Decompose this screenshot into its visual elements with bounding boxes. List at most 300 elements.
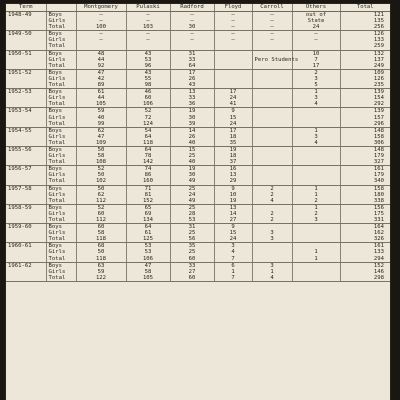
carroll-cell: [252, 224, 292, 231]
total-cell: 161: [373, 243, 384, 250]
pulaski-cell: 160: [126, 178, 170, 185]
pulaski-cell: 43: [126, 69, 170, 76]
table-row: [6, 217, 390, 224]
carroll-cell: 2: [252, 185, 292, 192]
sex-label: Total: [46, 101, 76, 108]
total-cell: 326: [340, 236, 390, 243]
montgomery-cell: 58: [76, 153, 126, 159]
carroll-cell: 2: [252, 192, 292, 198]
floyd-cell: —: [214, 12, 252, 19]
sex-label: Boys: [46, 224, 76, 231]
total-cell: 158: [373, 185, 384, 192]
floyd-cell: 13: [214, 172, 252, 178]
header-carroll: Carroll: [252, 4, 292, 12]
enrollment-table: [6, 4, 390, 282]
floyd-cell: —: [214, 31, 252, 38]
others-cell: 1: [292, 249, 340, 255]
term-cell: 1959-60: [6, 224, 46, 231]
montgomery-cell: 68: [76, 243, 126, 250]
total-cell: 327: [340, 159, 390, 166]
total-cell: 164: [373, 224, 384, 231]
table-row: [6, 243, 390, 250]
header-row: [6, 4, 390, 12]
others-cell: [292, 224, 340, 231]
pulaski-cell: —: [126, 37, 170, 43]
others-cell: —: [292, 37, 340, 43]
montgomery-cell: 92: [76, 63, 126, 70]
term-cell: 1960-61: [6, 243, 46, 250]
pulaski-cell: 98: [126, 82, 170, 89]
carroll-cell: [252, 146, 292, 153]
others-cell: [292, 262, 340, 269]
total-cell: 298: [340, 275, 390, 282]
carroll-cell: [252, 178, 292, 185]
others-cell: 2: [292, 69, 340, 76]
others-cell: 24: [292, 24, 340, 31]
table-row: [6, 166, 390, 173]
others-cell: 2: [292, 211, 340, 217]
montgomery-cell: 50: [76, 172, 126, 178]
pulaski-cell: 65: [126, 204, 170, 211]
sex-label: Boys: [46, 166, 76, 173]
sex-label: Girls: [46, 230, 76, 236]
floyd-cell: 24: [214, 121, 252, 128]
carroll-cell: [252, 69, 292, 76]
radford-cell: 25: [170, 230, 214, 236]
floyd-cell: 18: [214, 134, 252, 140]
radford-cell: 49: [170, 178, 214, 185]
floyd-cell: 10: [214, 192, 252, 198]
others-cell: [292, 146, 340, 153]
floyd-cell: 15: [214, 230, 252, 236]
pulaski-cell: 105: [126, 275, 170, 282]
radford-cell: 26: [170, 134, 214, 140]
pulaski-cell: 74: [126, 166, 170, 173]
table-row: [6, 159, 390, 166]
floyd-cell: 14: [214, 211, 252, 217]
table-row: [6, 50, 390, 57]
table-row: [6, 101, 390, 108]
header-sex: [46, 4, 76, 12]
sex-label: Total: [46, 217, 76, 224]
pulaski-cell: —: [126, 12, 170, 19]
radford-cell: 19: [170, 108, 214, 115]
sex-label: Boys: [46, 89, 76, 96]
pulaski-cell: 118: [126, 140, 170, 147]
others-cell: 1: [292, 192, 340, 198]
table-row: [6, 262, 390, 269]
table-row: [6, 178, 390, 185]
montgomery-cell: 60: [76, 224, 126, 231]
pulaski-cell: 106: [126, 101, 170, 108]
total-cell: 180: [373, 191, 384, 198]
floyd-cell: [214, 69, 252, 76]
total-cell: 249: [340, 63, 390, 70]
montgomery-cell: 44: [76, 57, 126, 63]
floyd-cell: [214, 43, 252, 50]
pulaski-cell: 106: [126, 256, 170, 263]
floyd-cell: 18: [214, 153, 252, 159]
total-cell: 146: [373, 268, 384, 275]
radford-cell: 25: [170, 204, 214, 211]
floyd-cell: 6: [214, 262, 252, 269]
radford-cell: 64: [170, 63, 214, 70]
floyd-cell: [214, 63, 252, 70]
carroll-cell: [252, 121, 292, 128]
sex-label: Total: [46, 82, 76, 89]
sex-label: Girls: [46, 95, 76, 101]
montgomery-cell: 59: [76, 108, 126, 115]
pulaski-cell: 142: [126, 159, 170, 166]
carroll-cell: [252, 101, 292, 108]
others-cell: [292, 178, 340, 185]
sex-label: Total: [46, 159, 76, 166]
sex-label: Girls: [46, 153, 76, 159]
total-cell: 331: [340, 217, 390, 224]
radford-cell: 53: [170, 217, 214, 224]
total-cell: 126: [373, 31, 384, 38]
sex-label: Total: [46, 236, 76, 243]
header-montgomery: Montgomery: [76, 4, 126, 12]
montgomery-cell: 59: [76, 269, 126, 275]
term-cell: 1953-54: [6, 108, 46, 115]
total-cell: 162: [373, 230, 384, 237]
radford-cell: 40: [170, 159, 214, 166]
term-cell: 1954-55: [6, 127, 46, 134]
montgomery-cell: 105: [76, 101, 126, 108]
pulaski-cell: 81: [126, 192, 170, 198]
pulaski-cell: 103: [126, 24, 170, 31]
montgomery-cell: 44: [76, 95, 126, 101]
pulaski-cell: 54: [126, 127, 170, 134]
header-floyd: Floyd: [214, 4, 252, 12]
radford-cell: 60: [170, 275, 214, 282]
sex-label: Girls: [46, 18, 76, 24]
others-cell: 1: [292, 185, 340, 192]
radford-cell: 13: [170, 89, 214, 96]
sex-label: Girls: [46, 37, 76, 43]
others-cell: [292, 159, 340, 166]
carroll-cell: [252, 166, 292, 173]
table-row: [6, 63, 390, 70]
carroll-cell: 3: [252, 236, 292, 243]
others-cell: State: [292, 18, 340, 24]
table-row: [6, 140, 390, 147]
carroll-cell: [252, 204, 292, 211]
montgomery-cell: 52: [76, 204, 126, 211]
table-row: [6, 204, 390, 211]
montgomery-cell: 50: [76, 146, 126, 153]
table-row: [6, 236, 390, 243]
others-cell: 3: [292, 76, 340, 82]
others-cell: 4: [292, 140, 340, 147]
montgomery-cell: —: [76, 37, 126, 43]
montgomery-cell: 62: [76, 192, 126, 198]
pulaski-cell: 52: [126, 108, 170, 115]
others-cell: [292, 108, 340, 115]
table-row: [6, 69, 390, 76]
floyd-cell: 27: [214, 217, 252, 224]
carroll-cell: [252, 108, 292, 115]
radford-cell: 27: [170, 269, 214, 275]
table-body: [6, 12, 390, 282]
radford-cell: 30: [170, 172, 214, 178]
floyd-cell: 29: [214, 178, 252, 185]
sex-label: Boys: [46, 243, 76, 250]
term-cell: [6, 217, 46, 224]
montgomery-cell: 42: [76, 76, 126, 82]
montgomery-cell: 112: [76, 198, 126, 205]
montgomery-cell: 61: [76, 89, 126, 96]
sex-label: Total: [46, 121, 76, 128]
carroll-cell: [252, 43, 292, 50]
total-cell: 148: [373, 146, 384, 153]
montgomery-cell: 112: [76, 217, 126, 224]
header-term: Term: [6, 4, 46, 12]
pulaski-cell: 53: [126, 243, 170, 250]
radford-cell: 40: [170, 140, 214, 147]
carroll-cell: [252, 159, 292, 166]
total-cell: 259: [340, 43, 390, 50]
term-cell: 1948-49: [6, 12, 46, 19]
term-cell: 1957-58: [6, 185, 46, 192]
others-cell: [292, 236, 340, 243]
term-cell: [6, 63, 46, 70]
floyd-cell: 15: [214, 115, 252, 121]
radford-cell: 30: [170, 24, 214, 31]
total-cell: 109: [373, 69, 384, 76]
pulaski-cell: 46: [126, 89, 170, 96]
sex-label: Total: [46, 275, 76, 282]
radford-cell: 56: [170, 236, 214, 243]
others-cell: [292, 243, 340, 250]
pulaski-cell: —: [126, 31, 170, 38]
pulaski-cell: 61: [126, 230, 170, 236]
header-others: Others: [292, 4, 340, 12]
carroll-cell: —: [252, 18, 292, 24]
montgomery-cell: 58: [76, 230, 126, 236]
total-cell: 154: [373, 95, 384, 102]
floyd-cell: 19: [214, 198, 252, 205]
table-row: [6, 127, 390, 134]
montgomery-cell: 50: [76, 249, 126, 255]
term-cell: [6, 236, 46, 243]
floyd-cell: 1: [214, 269, 252, 275]
radford-cell: 43: [170, 82, 214, 89]
total-cell: 126: [373, 75, 384, 82]
others-cell: 4: [292, 101, 340, 108]
table-row: [6, 82, 390, 89]
term-cell: 1949-50: [6, 31, 46, 38]
carroll-cell: [252, 140, 292, 147]
term-cell: 1958-59: [6, 204, 46, 211]
carroll-cell: Pero Students: [252, 57, 292, 63]
montgomery-cell: 52: [76, 166, 126, 173]
montgomery-cell: 89: [76, 82, 126, 89]
radford-cell: 60: [170, 256, 214, 263]
total-cell: 306: [340, 140, 390, 147]
others-cell: [292, 275, 340, 282]
radford-cell: 15: [170, 146, 214, 153]
radford-cell: 25: [170, 153, 214, 159]
others-cell: out of: [292, 12, 340, 19]
total-cell: 157: [373, 114, 384, 121]
header-pulaski: Pulaski: [126, 4, 170, 12]
floyd-cell: 17: [214, 127, 252, 134]
radford-cell: —: [170, 37, 214, 43]
carroll-cell: [252, 243, 292, 250]
sex-label: Girls: [46, 269, 76, 275]
montgomery-cell: [76, 43, 126, 50]
pulaski-cell: 55: [126, 76, 170, 82]
pulaski-cell: 64: [126, 146, 170, 153]
table-row: [6, 108, 390, 115]
others-cell: 5: [292, 82, 340, 89]
carroll-cell: 4: [252, 198, 292, 205]
carroll-cell: —: [252, 37, 292, 43]
radford-cell: —: [170, 31, 214, 38]
montgomery-cell: 118: [76, 236, 126, 243]
carroll-cell: 1: [252, 269, 292, 275]
sex-label: Boys: [46, 146, 76, 153]
term-cell: [6, 43, 46, 50]
pulaski-cell: 69: [126, 211, 170, 217]
radford-cell: 49: [170, 198, 214, 205]
sex-label: Total: [46, 24, 76, 31]
pulaski-cell: —: [126, 18, 170, 24]
pulaski-cell: 64: [126, 134, 170, 140]
total-cell: 137: [373, 56, 384, 63]
sex-label: Girls: [46, 192, 76, 198]
pulaski-cell: 53: [126, 249, 170, 255]
others-cell: 1: [292, 204, 340, 211]
sex-label: Girls: [46, 134, 76, 140]
header-total: Total: [340, 4, 390, 12]
table-row: [6, 24, 390, 31]
total-cell: 175: [373, 210, 384, 217]
montgomery-cell: 47: [76, 134, 126, 140]
radford-cell: 30: [170, 115, 214, 121]
table-row: [6, 185, 390, 192]
radford-cell: 17: [170, 69, 214, 76]
montgomery-cell: 100: [76, 24, 126, 31]
sex-label: Boys: [46, 185, 76, 192]
others-cell: [292, 166, 340, 173]
pulaski-cell: 152: [126, 198, 170, 205]
floyd-cell: 7: [214, 275, 252, 282]
sex-label: Girls: [46, 115, 76, 121]
total-cell: 296: [340, 121, 390, 128]
pulaski-cell: 53: [126, 57, 170, 63]
sex-label: Total: [46, 63, 76, 70]
total-cell: 148: [373, 127, 384, 134]
document-page: [6, 4, 390, 400]
table-row: [6, 31, 390, 38]
others-cell: 7: [292, 57, 340, 63]
montgomery-cell: 122: [76, 275, 126, 282]
floyd-cell: 35: [214, 140, 252, 147]
pulaski-cell: 134: [126, 217, 170, 224]
others-cell: 3: [292, 134, 340, 140]
carroll-cell: [252, 89, 292, 96]
term-cell: 1951-52: [6, 69, 46, 76]
total-cell: 121: [373, 12, 384, 18]
radford-cell: 25: [170, 249, 214, 255]
pulaski-cell: 64: [126, 224, 170, 231]
term-cell: 1955-56: [6, 146, 46, 153]
carroll-cell: [252, 63, 292, 70]
sex-label: Total: [46, 140, 76, 147]
floyd-cell: —: [214, 37, 252, 43]
floyd-cell: 37: [214, 159, 252, 166]
pulaski-cell: 125: [126, 236, 170, 243]
total-cell: 135: [373, 18, 384, 25]
floyd-cell: 16: [214, 166, 252, 173]
term-cell: [6, 275, 46, 282]
sex-label: Girls: [46, 76, 76, 82]
pulaski-cell: 78: [126, 153, 170, 159]
term-cell: 1961-62: [6, 262, 46, 269]
pulaski-cell: 71: [126, 185, 170, 192]
table-row: [6, 12, 390, 19]
term-cell: [6, 121, 46, 128]
floyd-cell: 13: [214, 204, 252, 211]
total-cell: 256: [340, 24, 390, 31]
radford-cell: 14: [170, 127, 214, 134]
sex-label: Total: [46, 256, 76, 263]
total-cell: 156: [373, 204, 384, 211]
radford-cell: 33: [170, 57, 214, 63]
table-row: [6, 43, 390, 50]
radford-cell: 19: [170, 166, 214, 173]
others-cell: 10: [292, 50, 340, 57]
sex-label: Boys: [46, 127, 76, 134]
term-cell: 1950-51: [6, 50, 46, 57]
others-cell: [292, 43, 340, 50]
floyd-cell: [214, 50, 252, 57]
table-row: [6, 121, 390, 128]
sex-label: Total: [46, 43, 76, 50]
floyd-cell: 9: [214, 108, 252, 115]
total-cell: 133: [373, 37, 384, 44]
sex-label: Boys: [46, 12, 76, 19]
term-cell: 1956-57: [6, 166, 46, 173]
radford-cell: 24: [170, 192, 214, 198]
radford-cell: 28: [170, 211, 214, 217]
sex-label: Boys: [46, 204, 76, 211]
montgomery-cell: —: [76, 18, 126, 24]
montgomery-cell: 47: [76, 69, 126, 76]
pulaski-cell: 124: [126, 121, 170, 128]
pulaski-cell: 60: [126, 95, 170, 101]
table-row: [6, 275, 390, 282]
floyd-cell: 4: [214, 249, 252, 255]
montgomery-cell: 62: [76, 127, 126, 134]
carroll-cell: 3: [252, 262, 292, 269]
montgomery-cell: —: [76, 12, 126, 19]
montgomery-cell: —: [76, 31, 126, 38]
carroll-cell: —: [252, 12, 292, 19]
floyd-cell: 9: [214, 224, 252, 231]
sex-label: Girls: [46, 57, 76, 63]
term-cell: [6, 178, 46, 185]
montgomery-cell: 99: [76, 121, 126, 128]
sex-label: Boys: [46, 69, 76, 76]
sex-label: Girls: [46, 172, 76, 178]
pulaski-cell: 96: [126, 63, 170, 70]
total-cell: 292: [340, 101, 390, 108]
radford-cell: —: [170, 18, 214, 24]
